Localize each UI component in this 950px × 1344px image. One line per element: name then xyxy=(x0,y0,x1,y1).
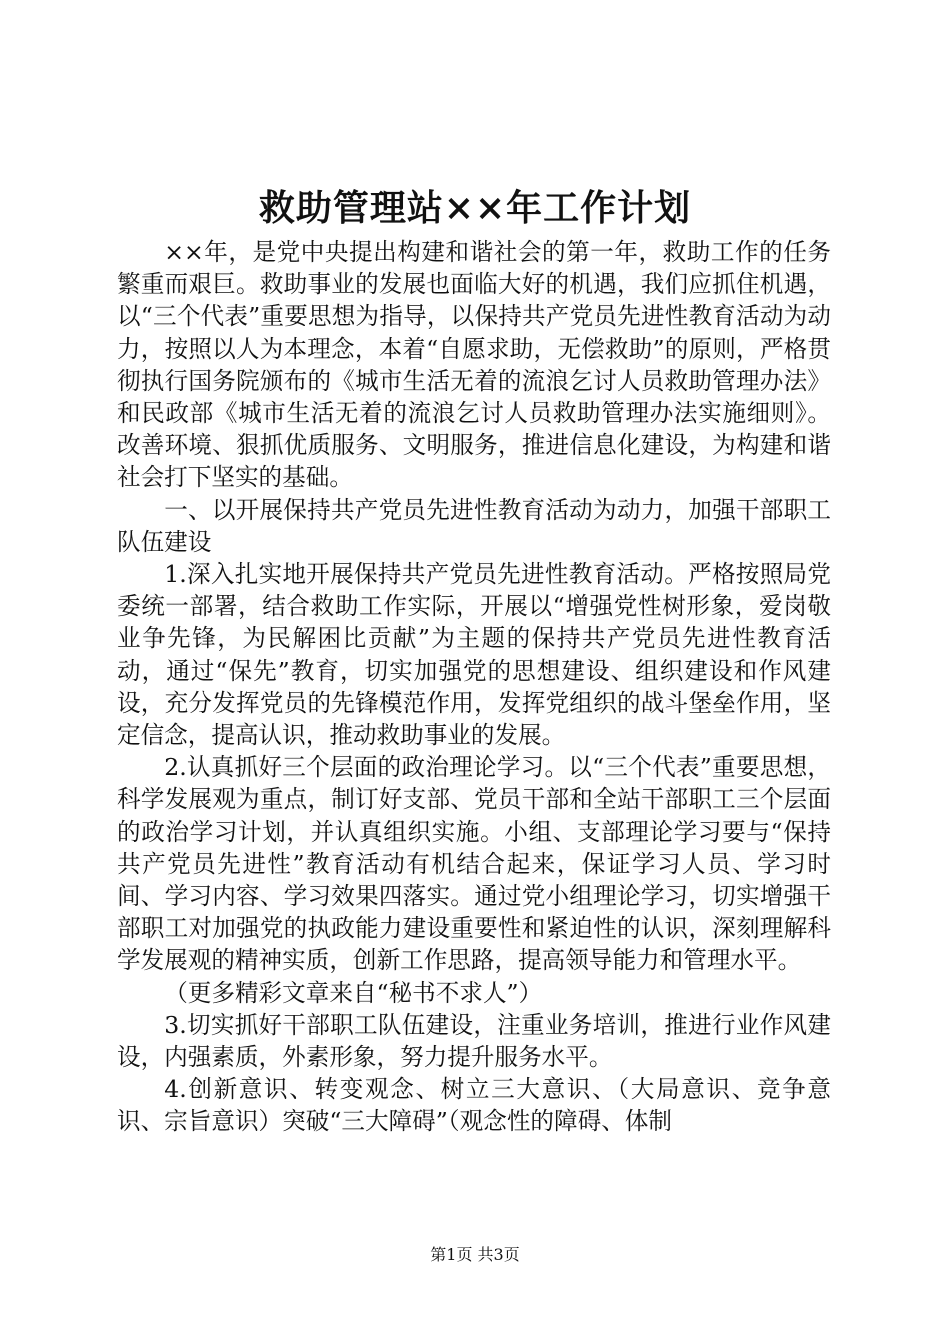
section-heading-1: 一、以开展保持共产党员先进性教育活动为动力，加强干部职工队伍建设 xyxy=(117,495,831,556)
paragraph-item-3: 3.切实抓好干部职工队伍建设，注重业务培训，推进行业作风建设，内强素质，外素形象，努力提升服务水平。 xyxy=(117,1010,831,1072)
paragraph-item-4: 4.创新意识、转变观念、树立三大意识、（大局意识、竞争意识、宗旨意识）突破“三大障碍”（观念性的障碍、体制 xyxy=(117,1075,831,1136)
paragraph-source-note: （更多精彩文章来自“秘书不求人”） xyxy=(164,978,543,1007)
paragraph-item-1: 1.深入扎实地开展保持共产党员先进性教育活动。严格按照局党委统一部署，结合救助工作实际，开展以“增强党性树形象，爱岗敬业争先锋，为民解困比贡献”为主题的保持共产党员先进性教育活动，通过“保先”教育，切实加强党的思想建设、组织建设和作风建设，充分发挥党员的先锋模范作用，发挥党组织的战斗堡垒作用，坚定信念，提高认识，推动救助事业的发展。 xyxy=(117,560,831,750)
paragraph-item-2: 2.认真抓好三个层面的政治理论学习。以“三个代表”重要思想，科学发展观为重点，制订好支部、党员干部和全站干部职工三个层面的政治学习计划，并认真组织实施。小组、支部理论学习要与“保持共产党员先进性”教育活动有机结合起来，保证学习人员、学习时间、学习内容、学习效果四落实。通过党小组理论学习，切实增强干部职工对加强党的执政能力建设重要性和紧迫性的认识，深刻理解科学发展观的精神实质，创新工作思路，提高领导能力和管理水平。 xyxy=(117,753,831,975)
document-body xyxy=(117,236,831,1138)
page-footer: 第1页 共3页 xyxy=(430,1245,520,1264)
document-title: 救助管理站××年工作计划 xyxy=(258,187,692,229)
paragraph-intro: ××年，是党中央提出构建和谐社会的第一年，救助工作的任务繁重而艰巨。救助事业的发展也面临大好的机遇，我们应抓住机遇，以“三个代表”重要思想为指导，以保持共产党员先进性教育活动为动力，按照以人为本理念，本着“自愿求助，无偿救助”的原则，严格贯彻执行国务院颁布的《城市生活无着的流浪乞讨人员救助管理办法》和民政部《城市生活无着的流浪乞讨人员救助管理办法实施细则》。改善环境、狠抓优质服务、文明服务，推进信息化建设，为构建和谐社会打下坚实的基础。 xyxy=(117,238,831,492)
